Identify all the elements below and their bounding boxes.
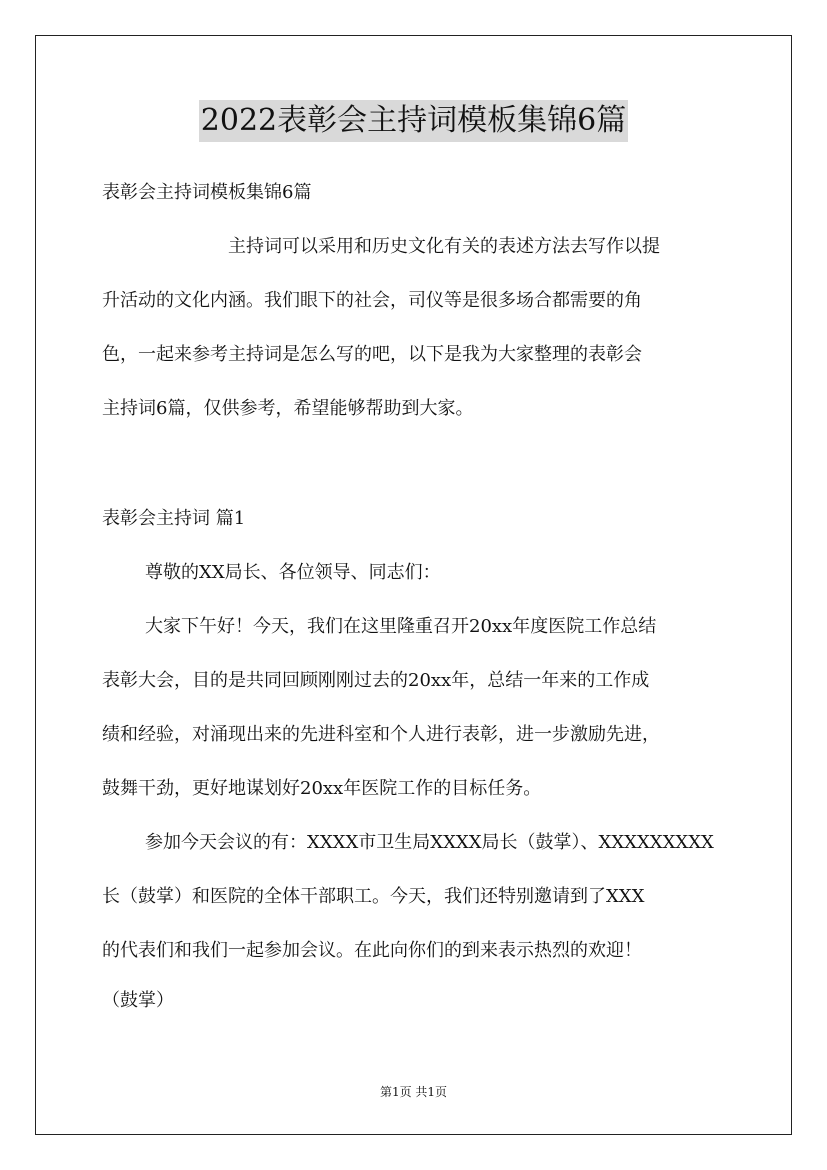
greeting-line: 尊敬的XX局长、各位领导、同志们： — [145, 562, 441, 583]
paragraph-line: 参加今天会议的有：XXXX市卫生局XXXX局长（鼓掌）、XXXXXXXXX — [145, 832, 714, 853]
paragraph-line: 表彰大会，目的是共同回顾刚刚过去的20xx年，总结一年来的工作成 — [102, 670, 650, 691]
paragraph-line: 长（鼓掌）和医院的全体干部职工。今天，我们还特别邀请到了XXX — [102, 886, 645, 907]
page-number: 第1页 共1页 — [379, 1085, 448, 1099]
title-container — [0, 100, 827, 142]
intro-line: 主持词可以采用和历史文化有关的表述方法去写作以提 — [228, 236, 660, 257]
paragraph-line: 大家下午好！今天，我们在这里隆重召开20xx年度医院工作总结 — [145, 616, 657, 637]
document-subtitle: 表彰会主持词模板集锦6篇 — [102, 182, 312, 203]
paragraph-line: 的代表们和我们一起参加会议。在此向你们的到来表示热烈的欢迎！ — [102, 940, 642, 961]
intro-line: 色，一起来参考主持词是怎么写的吧，以下是我为大家整理的表彰会 — [102, 344, 642, 365]
intro-line: 主持词6篇，仅供参考，希望能够帮助到大家。 — [102, 398, 474, 419]
section-heading: 表彰会主持词 篇1 — [102, 508, 246, 529]
document-title: 2022表彰会主持词模板集锦6篇 — [199, 100, 628, 142]
intro-line: 升活动的文化内涵。我们眼下的社会，司仪等是很多场合都需要的角 — [102, 290, 642, 311]
paragraph-line: 鼓舞干劲，更好地谋划好20xx年医院工作的目标任务。 — [102, 778, 542, 799]
paragraph-line: （鼓掌） — [102, 990, 174, 1011]
paragraph-line: 绩和经验，对涌现出来的先进科室和个人进行表彰，进一步激励先进， — [102, 724, 660, 745]
